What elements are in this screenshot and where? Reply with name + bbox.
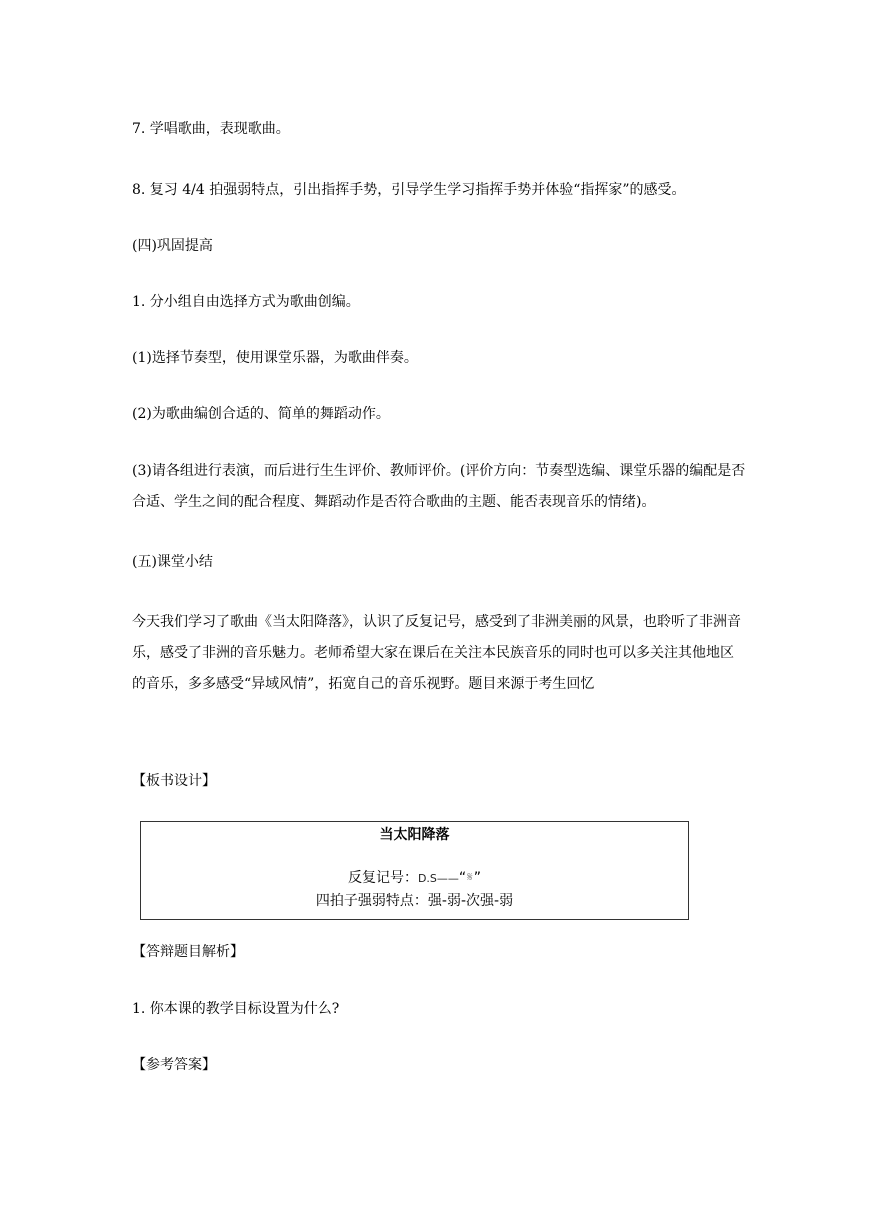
ds-text: D.S—— — [417, 872, 459, 885]
question-1: 1. 你本课的教学目标设置为什么? — [132, 1001, 340, 1017]
step-8: 8. 复习 4/4 拍强弱特点，引出指挥手势，引导学生学习指挥手势并体验“指挥家”的感受。 — [132, 182, 686, 198]
sub-item-2: (2)为歌曲编创合适的、简单的舞蹈动作。 — [132, 406, 390, 422]
quote-open: “ — [458, 870, 467, 886]
board-design-heading: 【板书设计】 — [132, 773, 216, 789]
board-design-box — [140, 821, 689, 920]
board-beat-line: 四拍子强弱特点：强-弱-次强-弱 — [315, 893, 514, 909]
board-title: 当太阳降落 — [379, 827, 450, 843]
item-1: 1. 分小组自由选择方式为歌曲创编。 — [132, 294, 360, 310]
quote-close: ” — [473, 870, 482, 886]
board-repeat-sign-line — [141, 868, 688, 889]
step-7: 7. 学唱歌曲，表现歌曲。 — [132, 121, 290, 137]
section-5-heading: (五)课堂小结 — [132, 554, 213, 570]
sub-item-1: (1)选择节奏型，使用课堂乐器，为歌曲伴奏。 — [132, 350, 418, 366]
summary-paragraph: 今天我们学习了歌曲《当太阳降落》，认识了反复记号，感受到了非洲美丽的风景，也聆听了非洲音乐，感受了非洲的音乐魅力。老师希望大家在课后在关注本民族音乐的同时也可以多关注其他地区的音乐，多多感受“异域风情”，拓宽自己的音乐视野。题目来源于考生回忆 — [132, 614, 741, 692]
reference-answer-heading: 【参考答案】 — [132, 1057, 216, 1073]
defense-heading: 【答辩题目解析】 — [132, 944, 244, 960]
sub-item-3: (3)请各组进行表演，而后进行生生评价、教师评价。(评价方向：节奏型选编、课堂乐器的编配是否合适、学生之间的配合程度、舞蹈动作是否符合歌曲的主题、能否表现音乐的情绪)。 — [132, 463, 746, 510]
repeat-sign-label: 反复记号： — [347, 870, 418, 886]
section-4-heading: (四)巩固提高 — [132, 238, 213, 254]
segno-icon: 𝄋 — [467, 870, 473, 885]
